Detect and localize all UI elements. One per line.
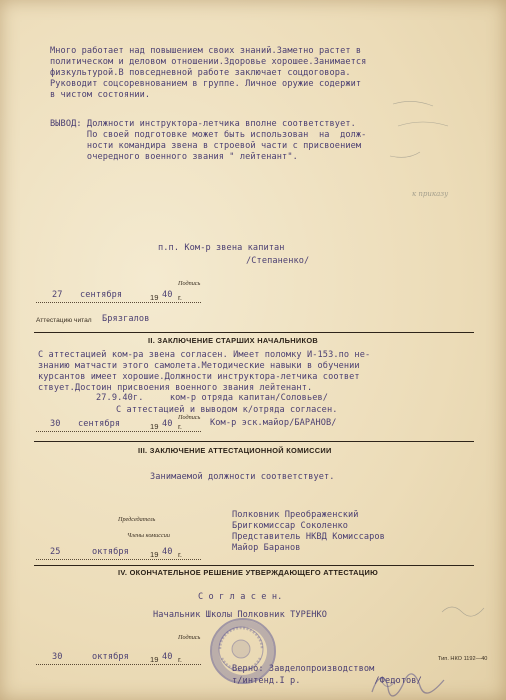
date-4-year-prefix: 19	[150, 655, 159, 664]
section-3-title: III. ЗАКЛЮЧЕНИЕ АТТЕСТАЦИОННОЙ КОМИССИИ	[138, 446, 332, 455]
section-2-text: С аттестацией ком-ра звена согласен. Имеет поломку И-153.по не- знанию матчасти этого самолета.Методические навыки в обучении курсантов имеет хорошие.Должности инструктора-летчика соответ ствует.Достоин присвоения военного звания лейтенант.	[38, 350, 371, 393]
date-1-suffix: г.	[178, 293, 182, 302]
date-line-1	[36, 302, 201, 303]
date-2-year-prefix: 19	[150, 422, 159, 431]
date-line-4	[36, 664, 201, 665]
section-2-sign: 27.9.40г. ком-р отряда капитан/Соловьев/	[96, 393, 329, 403]
members-label: Члены комиссии	[127, 532, 170, 539]
verify-line-1: Верно: Завделопроизводством	[232, 664, 375, 674]
date-line-2	[36, 431, 201, 432]
date-4-month: октября	[92, 652, 129, 662]
attestor-name: /Степаненко/	[246, 256, 310, 266]
date-3-day: 25	[50, 547, 61, 557]
section-2-agree: С аттестацией и выводом к/отряда согласен.	[116, 405, 338, 415]
verify-line-2: т/интенд.I р. /Федотов/	[232, 676, 422, 686]
section-2-title: II. ЗАКЛЮЧЕНИЕ СТАРШИХ НАЧАЛЬНИКОВ	[148, 336, 319, 345]
section-3-text: Занимаемой должности соответствует.	[150, 472, 335, 482]
date-3-month: октября	[92, 547, 129, 557]
date-2-suffix: г.	[178, 422, 182, 431]
attest-read-name: Брязгалов	[102, 314, 150, 324]
date-1-year-prefix: 19	[150, 293, 159, 302]
signature-label-1: Подпись	[178, 280, 201, 287]
section-3-rule	[34, 441, 474, 442]
signature-label-4: Подпись	[178, 634, 201, 641]
date-3-year: 40	[162, 547, 173, 557]
date-4-year: 40	[162, 652, 173, 662]
handwritten-signature	[368, 670, 448, 700]
date-4-suffix: г.	[178, 655, 182, 664]
date-1-day: 27	[52, 290, 63, 300]
attestor-title: п.п. Ком-р звена капитан	[158, 243, 285, 253]
date-1-year: 40	[162, 290, 173, 300]
date-4-day: 30	[52, 652, 63, 662]
date-1-month: сентября	[80, 290, 123, 300]
section-2-signer: Ком-р эск.майор/БАРАНОВ/	[210, 418, 337, 428]
evaluation-text: Много работает над повышением своих знаний.Заметно растет в политическом и деловом отношении.Здоровье хорошее.Занимается физкультурой.В повседневной работе заключает соцдоговора. Руководит соцсоревнованием в группе. Личное оружие содержит в чистом состоянии.	[50, 46, 367, 100]
final-agree: С о г л а с е н.	[198, 592, 283, 602]
conclusion-text: ВЫВОД: Должности инструктора-летчика вполне соответствует. По своей подготовке может быть использован на долж- ности командира звена в строевой части с присвоением очередного военного звания " лейтенант".	[50, 119, 367, 162]
section-2-rule	[34, 332, 474, 333]
date-2-year: 40	[162, 419, 173, 429]
date-line-3	[36, 559, 201, 560]
date-2-month: сентября	[78, 419, 121, 429]
date-3-year-prefix: 19	[150, 550, 159, 559]
final-signer: Начальник Школы Полковник ТУРЕНКО	[153, 610, 328, 620]
signature-label-2: Подпись	[178, 414, 201, 421]
chairman-label: Председатель	[118, 516, 156, 523]
pencil-marginalia	[388, 96, 458, 146]
margin-note: к приказу	[412, 190, 449, 198]
date-3-suffix: г.	[178, 550, 182, 559]
attest-read-label: Аттестацию читал	[36, 317, 92, 324]
date-2-day: 30	[50, 419, 61, 429]
commission-members: Полковник Преображенский Бригкомиссар Соколенко Представитель НКВД Комиссаров Майор Баранов	[232, 510, 385, 553]
margin-scribble-right	[440, 600, 490, 622]
section-4-title: IV. ОКОНЧАТЕЛЬНОЕ РЕШЕНИЕ УТВЕРЖДАЮЩЕГО АТТЕСТАЦИЮ	[118, 568, 379, 577]
print-info: Тип. НКО 1192—40	[438, 656, 488, 662]
section-4-rule	[34, 565, 474, 566]
